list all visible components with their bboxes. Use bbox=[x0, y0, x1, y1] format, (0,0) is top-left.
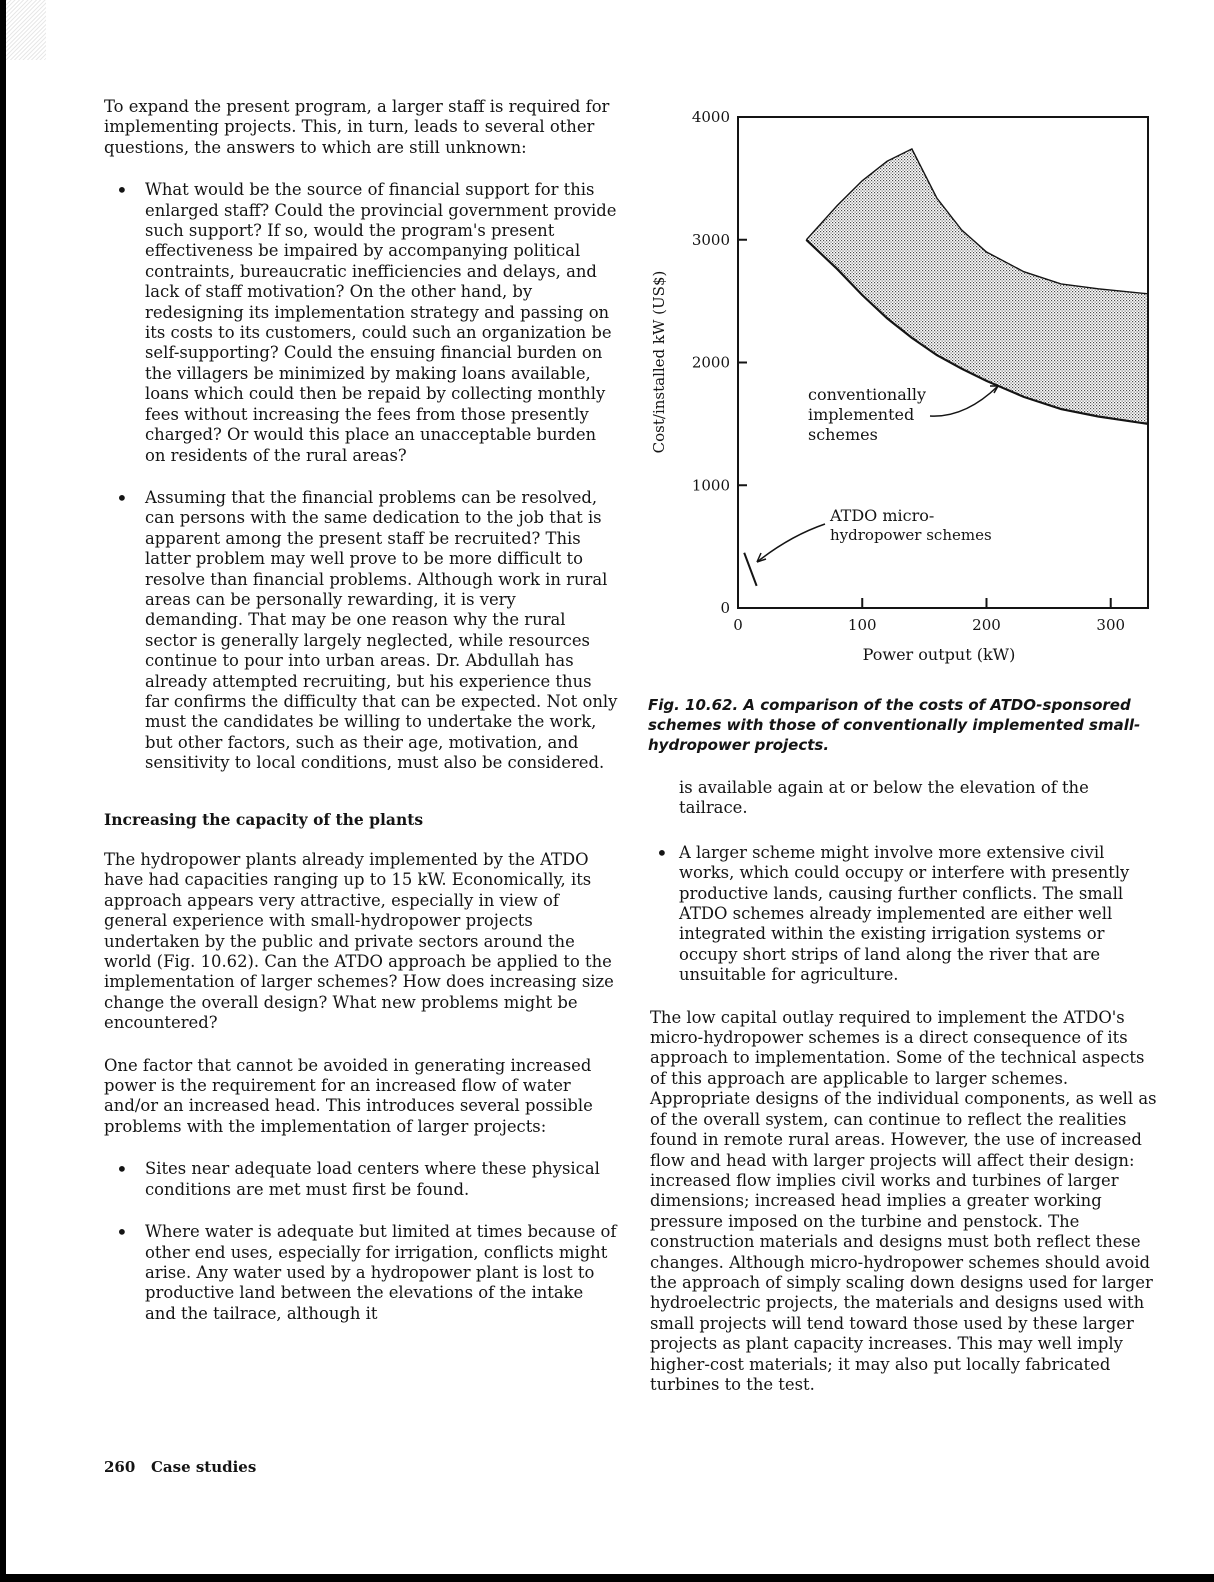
atdo-schemes-line bbox=[744, 553, 756, 586]
x-tick-label: 300 bbox=[1096, 616, 1126, 634]
y-tick-label: 1000 bbox=[691, 476, 730, 495]
bullet-civil-works: • A larger scheme might involve more extensive civil works, which could occupy or interfere with presently productive lands, causing further conflicts. The small ATDO schemes already implemented are either well integrated within the existing irrigation systems or occupy short strips of land along the river that are unsuitable for agriculture. bbox=[656, 843, 1162, 986]
section-heading: Increasing the capacity of the plants bbox=[104, 809, 424, 829]
page-footer: 260 Case studies bbox=[104, 1458, 257, 1476]
x-axis-label: Power output (kW) bbox=[862, 645, 1016, 664]
annotation-line: hydropower schemes bbox=[830, 526, 992, 544]
annotation-line: ATDO micro- bbox=[830, 506, 935, 525]
y-tick-label: 4000 bbox=[691, 108, 730, 126]
bullet-water: • Where water is adequate but limited at times because of other end uses, especially for irrigation, conflicts might arise. Any water used by a hydropower plant is lost to productive land between the elevations of the intake and the tailrace, although it bbox=[116, 1222, 618, 1324]
annotation-line: conventionally bbox=[808, 385, 927, 404]
y-tick-label: 3000 bbox=[691, 230, 730, 249]
y-tick-label: 2000 bbox=[691, 353, 730, 372]
left-column bbox=[104, 97, 618, 1346]
capacity-paragraph: The hydropower plants already implemented by the ATDO have had capacities ranging up to 15 kW. Economically, its approach appears very attractive, especially in view of general experience with small-hydropower projects undertaken by the public and private sectors around the world (Fig. 10.62). Can the ATDO approach be applied to the implementation of larger schemes? How does increasing size change the overall design? What new problems might be encountered? bbox=[104, 850, 614, 1033]
right-column bbox=[650, 778, 1162, 1417]
x-tick-label: 0 bbox=[733, 616, 743, 634]
annotation-arrow-atdo bbox=[757, 524, 825, 562]
annotation-line: schemes bbox=[808, 425, 878, 444]
intro-paragraph: To expand the present program, a larger staff is required for implementing projects. This, in turn, leads to several other questions, the answers to which are still unknown: bbox=[104, 97, 610, 157]
bullet-staff-recruitment: • Assuming that the financial problems can be resolved, can persons with the same dedication to the job that is apparent among the present staff be recruited? This latter problem may well prove to be more difficult to resolve than financial problems. Although work in rural areas can be personally rewarding, it is very demanding. That may be one reason why the rural sector is generally largely neglected, while resources continue to pour into urban areas. Dr. Abdullah has already attempted recruiting, but his experience thus far confirms the difficulty that can be expected. Not only must the candidates be willing to undertake the work, but other factors, such as their age, motivation, and sensitivity to local conditions, must also be considered. bbox=[116, 488, 618, 774]
x-tick-label: 200 bbox=[972, 616, 1001, 634]
closing-paragraph: The low capital outlay required to implement the ATDO's micro-hydropower schemes is a direct consequence of its approach to implementation. Some of the technical aspects of this approach are applicable to larger schemes. Appropriate designs of the individual components, as well as of the overall system, can continue to reflect the realities found in remote rural areas. However, the use of increased flow and head with larger projects will affect their design: increased flow implies civil works and turbines of larger dimensions; increased head implies a greater working pressure imposed on the turbine and penstock. The construction materials and designs must both reflect these changes. Although micro-hydropower schemes should avoid the approach of simply scaling down designs used for larger hydroelectric projects, the materials and designs used with small projects will tend toward those used by these larger projects as plant capacity increases. This may well imply higher-cost materials; it may also put locally fabricated turbines to the test. bbox=[650, 1007, 1157, 1394]
continuation-text: is available again at or below the elevation of the tailrace. bbox=[679, 778, 1089, 818]
annotation-arrow-conventional bbox=[930, 386, 998, 416]
x-tick-label: 100 bbox=[847, 616, 877, 634]
arrowhead bbox=[757, 553, 766, 562]
y-tick-label: 0 bbox=[720, 599, 730, 617]
annotation-line: implemented bbox=[808, 405, 915, 424]
annotation-atdo bbox=[829, 506, 992, 544]
scan-border-bottom bbox=[0, 1574, 1214, 1582]
scan-border-left bbox=[0, 0, 6, 1582]
bullet-sites: • Sites near adequate load centers where these physical conditions are met must first be found. bbox=[116, 1159, 618, 1200]
annotation-conventional bbox=[808, 385, 926, 444]
y-axis-label: Cost/installed kW (US$) bbox=[650, 270, 668, 454]
figure-caption: Fig. 10.62. A comparison of the costs of ATDO-sponsored schemes with those of conventionally implemented small-hydropower projects. bbox=[648, 696, 1141, 754]
scan-artifact bbox=[6, 0, 46, 60]
conventional-schemes-band bbox=[806, 149, 1148, 424]
bullet-financial-support: • What would be the source of financial support for this enlarged staff? Could the provincial government provide such support? If so, would the program's present effectiveness be impaired by accompanying political contraints, bureaucratic inefficiencies and delays, and lack of staff motivation? On the other hand, by redesigning its implementation strategy and passing on its costs to its customers, could such an organization be self-supporting? Could the ensuing financial burden on the villagers be minimized by making loans available, loans which could then be repaid by collecting monthly fees without increasing the fees from those presently charged? Or would this place an unacceptable burden on residents of the rural areas? bbox=[116, 180, 618, 466]
factor-paragraph: One factor that cannot be avoided in generating increased power is the requirement for an increased flow of water and/or an increased head. This introduces several possible problems with the implementation of larger projects: bbox=[104, 1055, 593, 1136]
cost-comparison-chart bbox=[640, 96, 1170, 671]
